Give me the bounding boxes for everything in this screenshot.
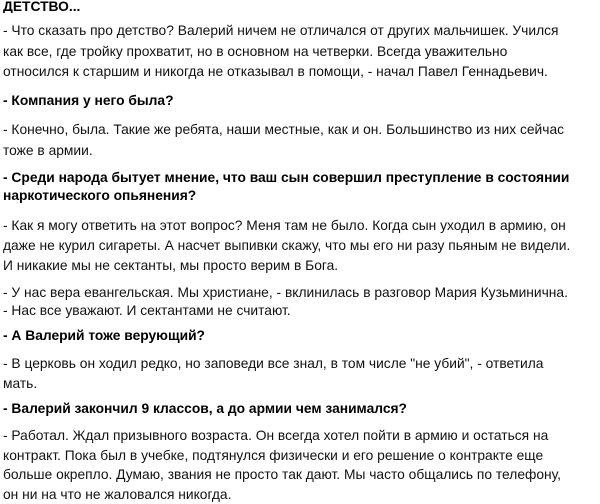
paragraph-line: он ни на что не жаловался никогда.: [3, 486, 232, 502]
question-company: [3, 92, 598, 110]
section-title: [3, 0, 598, 13]
paragraph-line: мать.: [3, 375, 38, 391]
mother-remark: [3, 284, 598, 319]
answer-drug-rumor: [3, 216, 598, 276]
question-line: - А Валерий тоже верующий?: [3, 328, 205, 343]
question-line: - Валерий закончил 9 классов, а до армии чем занимался?: [3, 401, 407, 416]
paragraph-line: тоже в армии.: [3, 142, 93, 158]
question-drug-rumor: [3, 169, 598, 205]
question-line: наркотического опьянения?: [3, 188, 197, 203]
section-title-text: ДЕТСТВО...: [3, 0, 81, 13]
answer-company: [3, 120, 598, 161]
paragraph-line: как все, где тройку прохватит, но в основном на четверки. Всегда уважительно: [3, 43, 508, 59]
paragraph-line: контракт. Пока был в учебке, подтянулся физически и его решение о контракте еще: [3, 447, 544, 463]
paragraph-line: относился к старшим и никогда не отказывал в помощи, - начал Павел Геннадьевич.: [3, 64, 548, 79]
question-occupation: [3, 400, 598, 418]
question-faith: [3, 327, 598, 345]
answer-faith: [3, 354, 598, 393]
paragraph-line: - Работал. Ждал призывного возраста. Он всегда хотел пойти в армию и остаться на: [3, 428, 549, 443]
paragraph-line: даже не курил сигареты. А насчет выпивки скажу, что мы его ни разу пьяным не видели.: [3, 238, 571, 253]
paragraph-line: - В церковь он ходил редко, но заповеди все знал, в том числе "не убий", - ответила: [3, 356, 544, 371]
paragraph-line: - Как я могу ответить на этот вопрос? Меня там не было. Когда сын уходил в армию, он: [3, 218, 566, 233]
paragraph-line: - Нас все уважают. И сектантами не считают.: [3, 302, 291, 318]
paragraph-line: И никакие мы не сектанты, мы просто верим в Бога.: [3, 258, 339, 273]
paragraph-line: - Что сказать про детство? Валерий ничем не отличался от других мальчишек. Учился: [3, 23, 559, 38]
paragraph-line: - У нас вера евангельская. Мы христиане, - вклинилась в разговор Мария Кузьминична.: [3, 285, 568, 300]
question-line: - Среди народа бытует мнение, что ваш сын совершил преступление в состоянии: [3, 170, 570, 185]
answer-occupation: [3, 426, 598, 504]
paragraph-line: больше окрепло. Думаю, звания не просто так дают. Мы часто общались по телефону,: [3, 467, 561, 482]
paragraph-line: - Конечно, была. Такие же ребята, наши местные, как и он. Большинство из них сейчас: [3, 122, 565, 137]
question-line: - Компания у него была?: [3, 93, 174, 108]
intro-paragraph: [3, 21, 598, 83]
